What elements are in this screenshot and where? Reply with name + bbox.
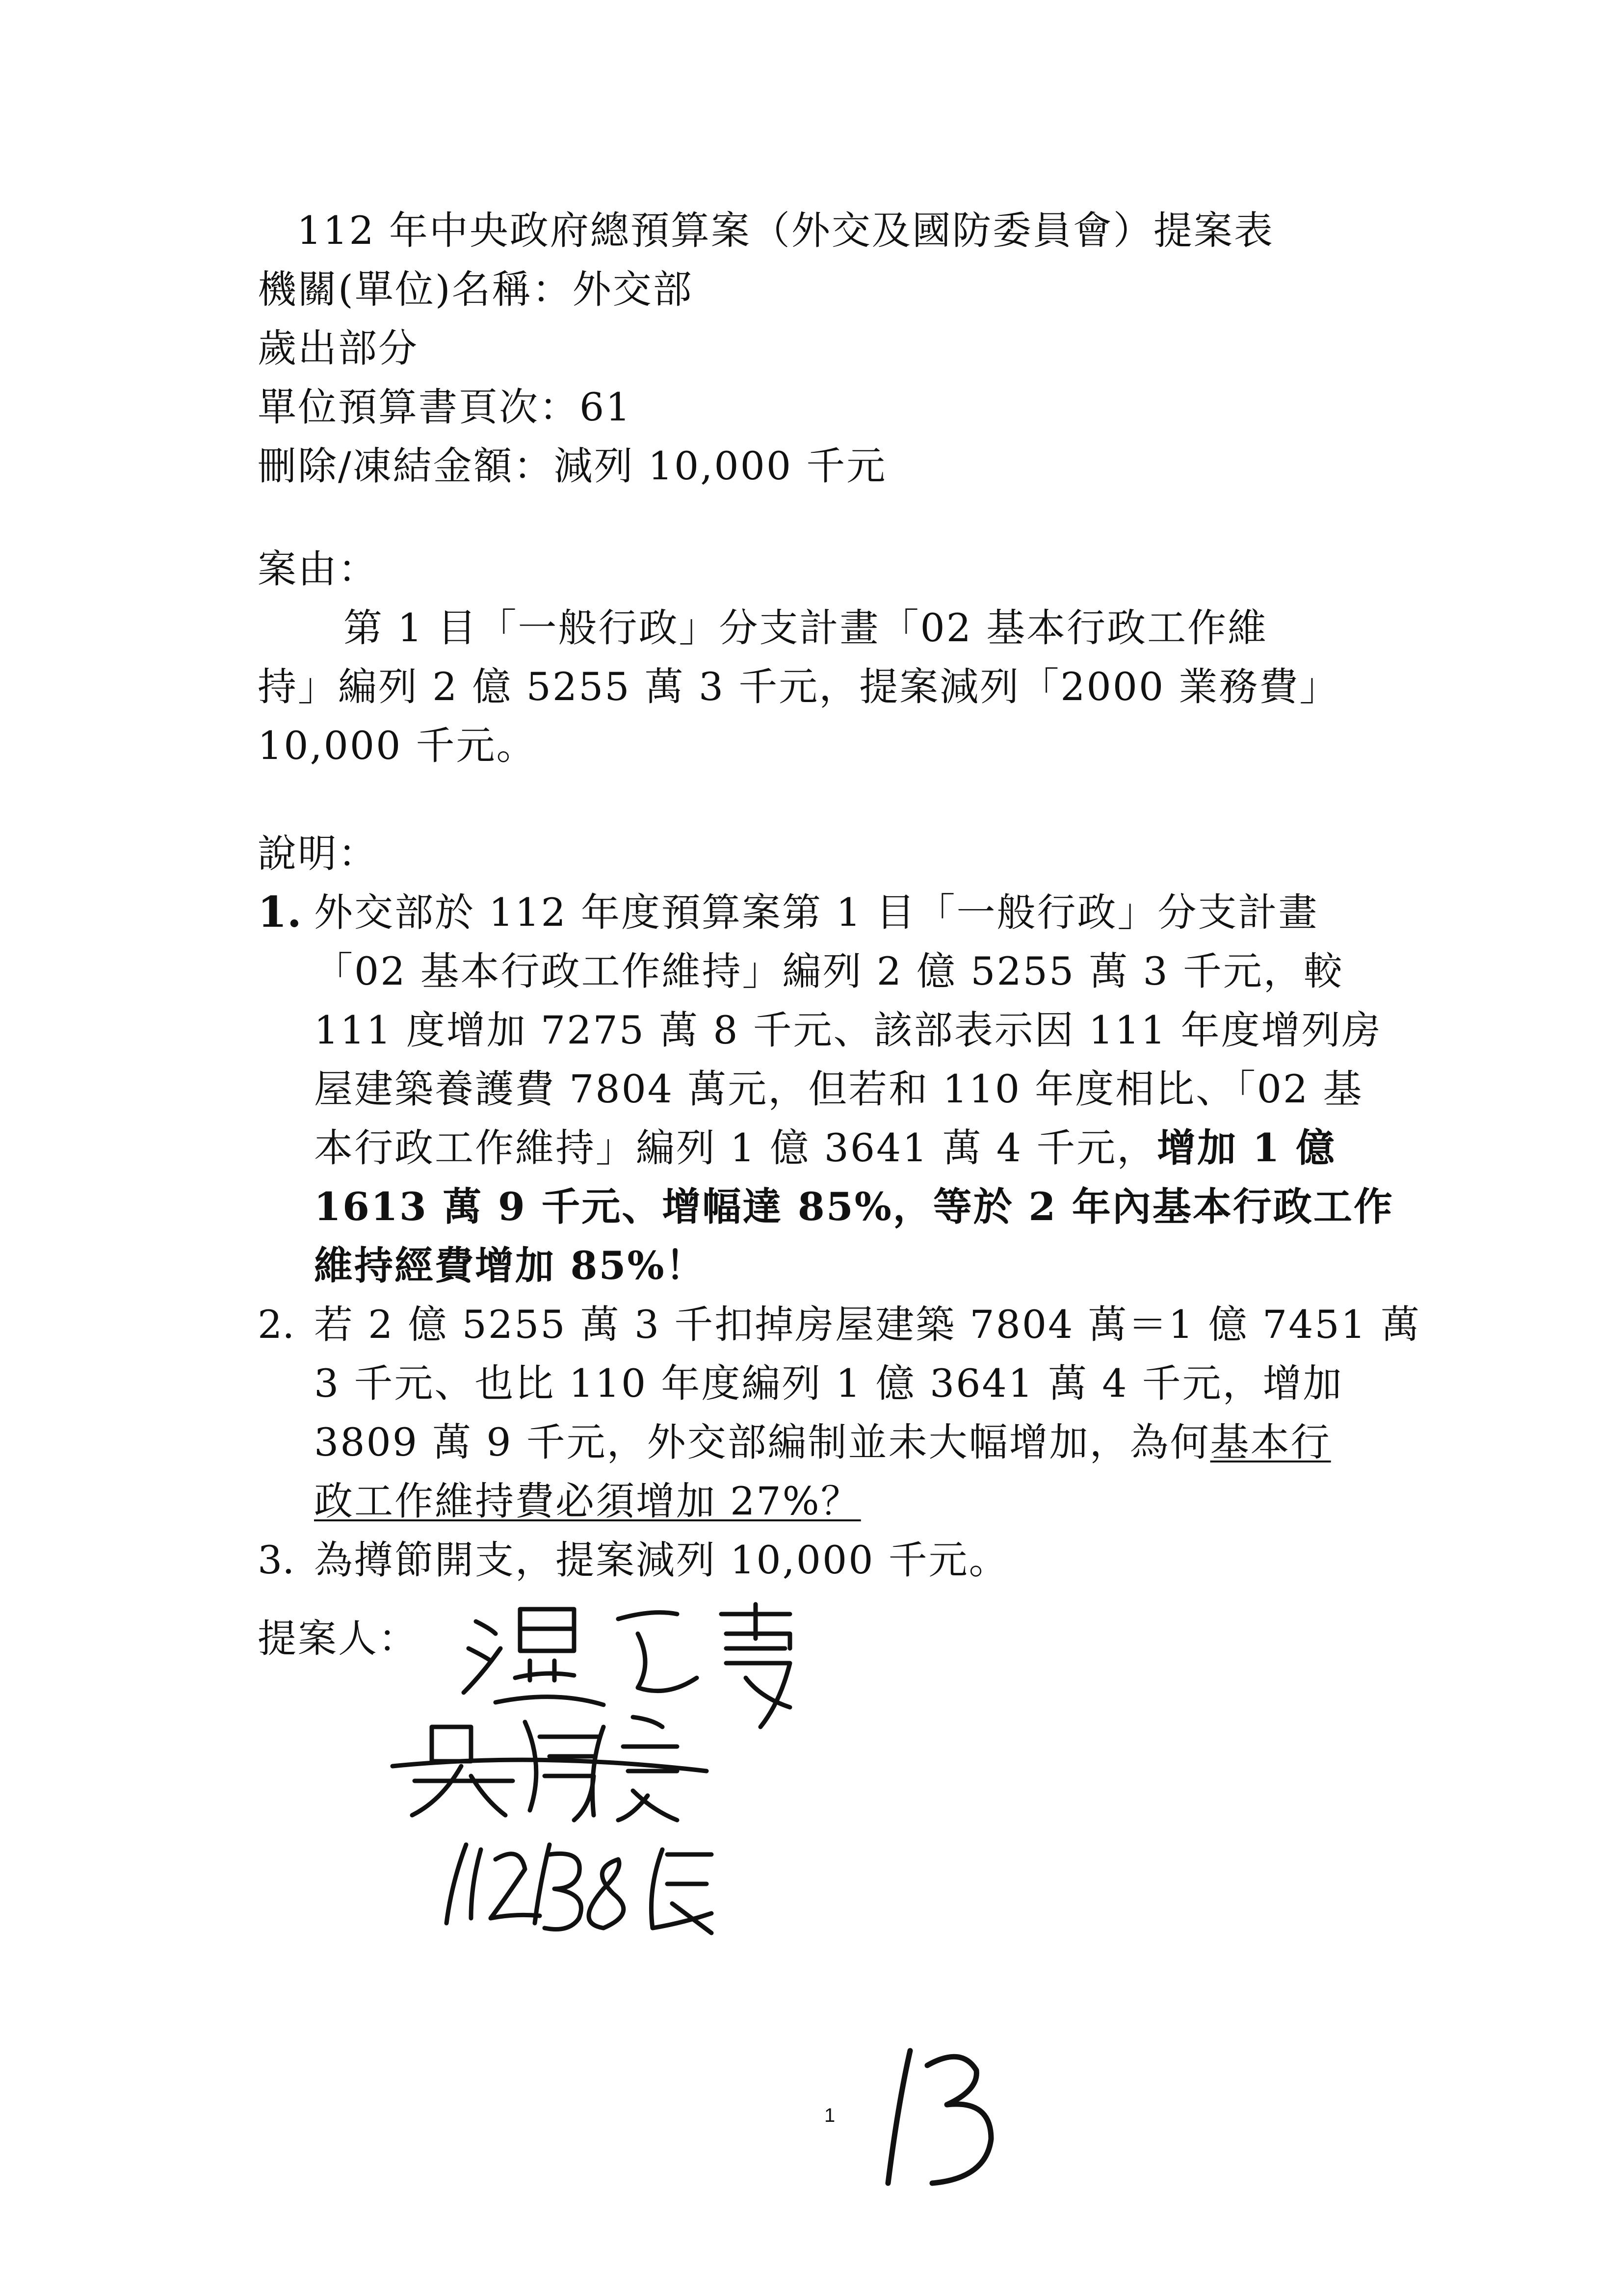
document-title: 112 年中央政府總預算案（外交及國防委員會）提案表 xyxy=(297,208,1274,253)
signature-1 xyxy=(464,1604,790,1727)
item-3-line-1: 為撙節開支，提案減列 10,000 千元。 xyxy=(314,1538,1009,1583)
reason-line-1: 第 1 目「一般行政」分支計畫「02 基本行政工作維 xyxy=(343,605,1268,651)
item-1-line-3: 111 度增加 7275 萬 8 千元、該部表示因 111 年度增列房 xyxy=(314,1008,1382,1053)
item-1-line-1: 外交部於 112 年度預算案第 1 目「一般行政」分支計畫 xyxy=(314,890,1319,935)
cut-freeze-amount: 刪除/凍結金額：減列 10,000 千元 xyxy=(258,444,887,489)
reason-line-2: 持」編列 2 億 5255 萬 3 千元，提案減列「2000 業務費」 xyxy=(258,664,1340,709)
agency-name: 機關(單位)名稱：外交部 xyxy=(258,267,693,312)
item-2-number: 2. xyxy=(258,1302,295,1347)
item-2-underlined-line-4: 政工作維持費必須增加 27%？ xyxy=(314,1479,861,1524)
signature-2 xyxy=(393,1717,707,1820)
reason-line-3: 10,000 千元。 xyxy=(258,723,537,768)
signature-3 xyxy=(446,1845,711,1933)
budget-page-number: 單位預算書頁次：61 xyxy=(258,385,632,430)
item-3-number: 3. xyxy=(258,1538,295,1583)
handwritten-page-number-13 xyxy=(888,2051,991,2183)
item-1-emphasis-line-7: 維持經費增加 85%！ xyxy=(314,1243,706,1288)
item-2-line-2: 3 千元、也比 110 年度編列 1 億 3641 萬 4 千元，增加 xyxy=(314,1361,1343,1406)
item-2-line-3-text: 3809 萬 9 千元，外交部編制並未大幅增加，為何 xyxy=(314,1420,1210,1465)
item-1-line-4: 屋建築養護費 7804 萬元，但若和 110 年度相比、「02 基 xyxy=(314,1067,1363,1112)
item-2-line-1: 若 2 億 5255 萬 3 千扣掉房屋建築 7804 萬＝1 億 7451 萬 xyxy=(314,1302,1421,1347)
description-heading: 說明： xyxy=(258,831,378,876)
item-1-number: 1. xyxy=(258,887,302,937)
reason-heading: 案由： xyxy=(258,547,378,592)
page-number: 1 xyxy=(824,2105,836,2126)
proposer-label: 提案人： xyxy=(258,1616,419,1661)
budget-section: 歲出部分 xyxy=(258,326,419,371)
item-2-underlined-start: 基本行 xyxy=(1210,1420,1331,1465)
item-1-line-2: 「02 基本行政工作維持」編列 2 億 5255 萬 3 千元，較 xyxy=(314,949,1344,994)
item-1-line-5-text: 本行政工作維持」編列 1 億 3641 萬 4 千元， xyxy=(314,1125,1157,1171)
item-1-emphasis-start: 增加 1 億 xyxy=(1157,1125,1336,1171)
item-1-emphasis-line-6: 1613 萬 9 千元、增幅達 85%，等於 2 年內基本行政工作 xyxy=(314,1184,1394,1229)
